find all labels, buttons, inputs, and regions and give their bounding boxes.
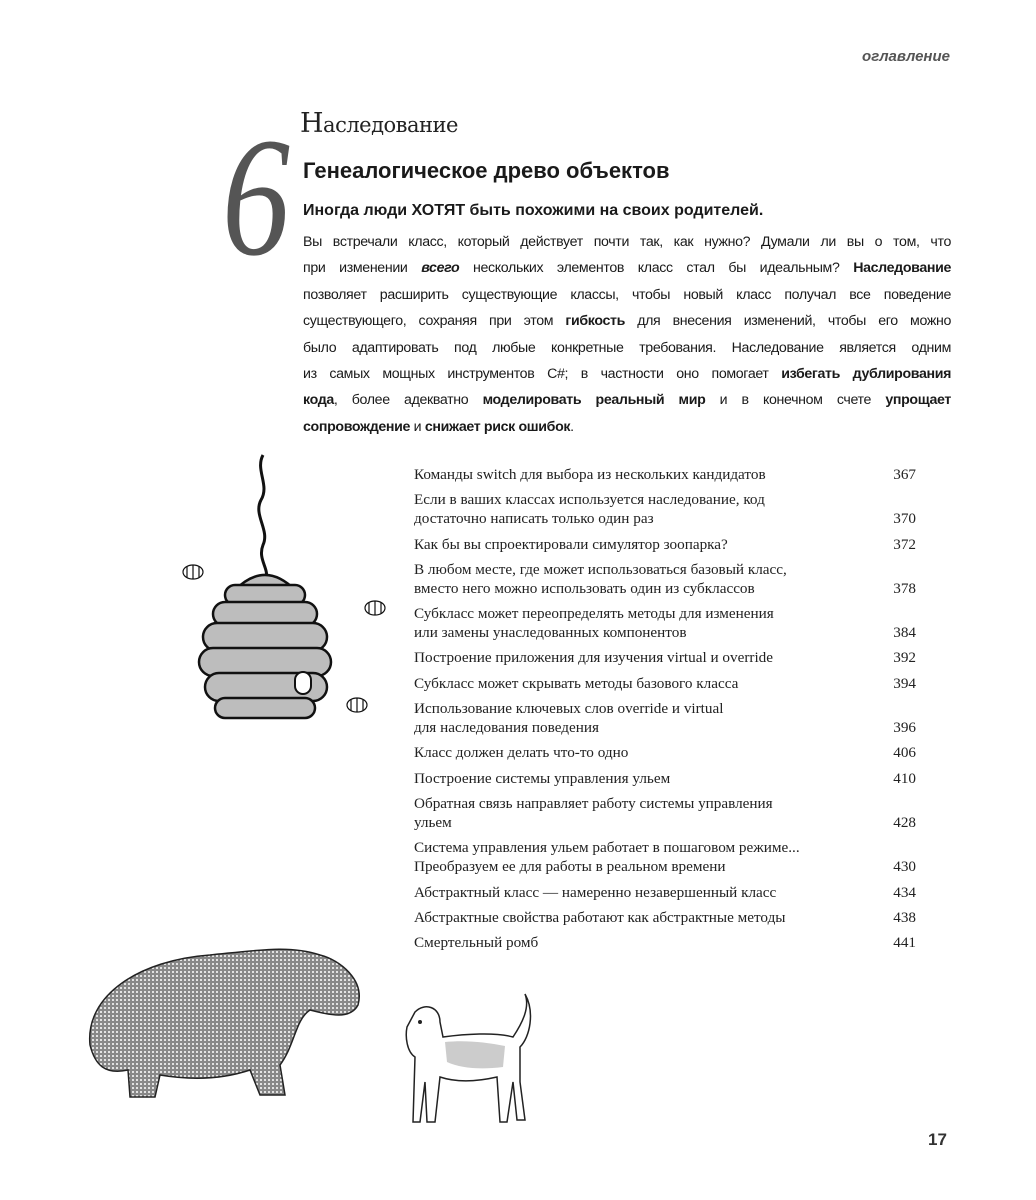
toc-entry[interactable]: [414, 535, 916, 554]
paragraph-line: [303, 255, 951, 281]
emphasis-run: всего: [421, 260, 460, 277]
toc-entry-page: 367: [893, 466, 916, 483]
toc-entry[interactable]: [414, 699, 916, 737]
running-header: оглавление: [862, 48, 950, 65]
paragraph-line: [303, 335, 951, 361]
toc-entry-page: 428: [893, 813, 916, 831]
chapter-intro-paragraph: [303, 229, 951, 440]
toc-entry-page: 438: [893, 908, 916, 926]
beehive-illustration: [175, 450, 395, 725]
toc-entry[interactable]: [414, 490, 916, 528]
toc-entry-title: Как бы вы спроектировали симулятор зоопарка?: [414, 535, 728, 553]
text-run: , более адекватно: [333, 392, 483, 409]
toc-entry[interactable]: [414, 908, 916, 927]
toc-entry-title: Смертельный ромб: [414, 934, 539, 952]
toc-entry-title: Субкласс может переопределять методы для изменения или замены унаследованных компонентов: [414, 605, 774, 642]
toc-entry-page: 410: [893, 769, 916, 787]
toc-entry-title: Субкласс может скрывать методы базового класса: [414, 674, 739, 692]
text-run: при изменении: [303, 260, 422, 277]
paragraph-line: [303, 282, 951, 308]
toc-entry-page: 441: [893, 934, 916, 952]
table-of-contents: [414, 465, 916, 958]
toc-entry-page: 396: [893, 719, 916, 737]
toc-entry[interactable]: [414, 743, 916, 762]
toc-entry-title: Построение приложения для изучения virtual и override: [414, 649, 773, 667]
paragraph-line: [303, 229, 951, 255]
text-run: было адаптировать под любые конкретные требования. Наследование является одним: [303, 339, 951, 356]
toc-entry[interactable]: [414, 794, 916, 832]
emphasis-run: сопровождение: [303, 418, 411, 435]
toc-entry-page: 372: [893, 535, 916, 553]
text-run: из самых мощных инструментов C#; в частности оно помогает: [303, 365, 782, 382]
page-number: 17: [928, 1130, 947, 1149]
paragraph-line: [303, 308, 951, 334]
paragraph-line: [303, 361, 951, 387]
toc-entry-page: 392: [893, 649, 916, 667]
toc-entry[interactable]: [414, 604, 916, 642]
toc-entry-title: Абстрактные свойства работают как абстрактные методы: [414, 908, 786, 926]
emphasis-run: моделировать реальный мир: [482, 392, 706, 409]
emphasis-run: гибкость: [565, 313, 625, 330]
text-run: Вы встречали класс, который действует почти так, как нужно? Думали ли вы о том, что: [303, 234, 951, 250]
emphasis-run: избегать дублирования: [781, 365, 951, 382]
toc-entry-title: В любом месте, где может использоваться базовый класс, вместо него можно использовать один из субклассов: [414, 560, 787, 597]
toc-entry-page: 378: [893, 579, 916, 597]
toc-entry[interactable]: [414, 933, 916, 952]
toc-entry-title: Обратная связь направляет работу системы управления ульем: [414, 794, 773, 831]
text-run: позволяет расширить существующие классы, чтобы новый класс получал все поведение: [303, 286, 951, 303]
paragraph-line: [303, 414, 951, 440]
toc-entry-page: 434: [893, 883, 916, 901]
toc-entry[interactable]: [414, 883, 916, 902]
toc-entry[interactable]: [414, 560, 916, 598]
toc-entry[interactable]: [414, 838, 916, 876]
chapter-number: 6: [222, 103, 290, 291]
emphasis-run: кода: [303, 392, 334, 409]
toc-entry-page: 430: [893, 858, 916, 876]
toc-entry-page: 384: [893, 624, 916, 642]
toc-entry[interactable]: [414, 648, 916, 667]
text-run: и: [410, 418, 425, 435]
toc-entry[interactable]: [414, 769, 916, 788]
text-run: и в конечном счете: [705, 392, 886, 409]
toc-entry-title: Если в ваших классах используется наследование, код достаточно написать только один раз: [414, 491, 765, 528]
toc-entry-title: Построение системы управления ульем: [414, 769, 671, 787]
chapter-label: Наследование: [300, 108, 458, 139]
chapter-title: Генеалогическое древо объектов: [303, 158, 670, 183]
toc-entry[interactable]: [414, 674, 916, 693]
text-run: нескольких элементов класс стал бы идеальным?: [459, 260, 854, 277]
toc-entry-title: Команды switch для выбора из нескольких кандидатов: [414, 466, 766, 483]
toc-entry-title: Использование ключевых слов override и virtual для наследования поведения: [414, 700, 724, 737]
toc-entry-page: 394: [893, 674, 916, 692]
text-run: .: [570, 418, 574, 435]
toc-entry-page: 406: [893, 744, 916, 762]
toc-entry-title: Класс должен делать что-то одно: [414, 744, 629, 762]
emphasis-run: упрощает: [885, 392, 951, 409]
dog-illustration: [385, 982, 535, 1132]
toc-entry[interactable]: [414, 465, 916, 484]
toc-entry-title: Абстрактный класс — намеренно незавершенный класс: [414, 883, 777, 901]
toc-entry-page: 370: [893, 510, 916, 528]
paragraph-line: [303, 387, 951, 413]
hippo-illustration: [80, 935, 370, 1105]
text-run: существующего, сохраняя при этом: [303, 313, 566, 330]
chapter-subtitle: Иногда люди ХОТЯТ быть похожими на своих родителей.: [303, 202, 764, 219]
emphasis-run: Наследование: [853, 260, 952, 277]
toc-entry-title: Система управления ульем работает в пошаговом режиме... Преобразуем ее для работы в реальном времени: [414, 839, 800, 876]
emphasis-run: снижает риск ошибок: [424, 418, 571, 435]
text-run: для внесения изменений, чтобы его можно: [624, 313, 952, 330]
